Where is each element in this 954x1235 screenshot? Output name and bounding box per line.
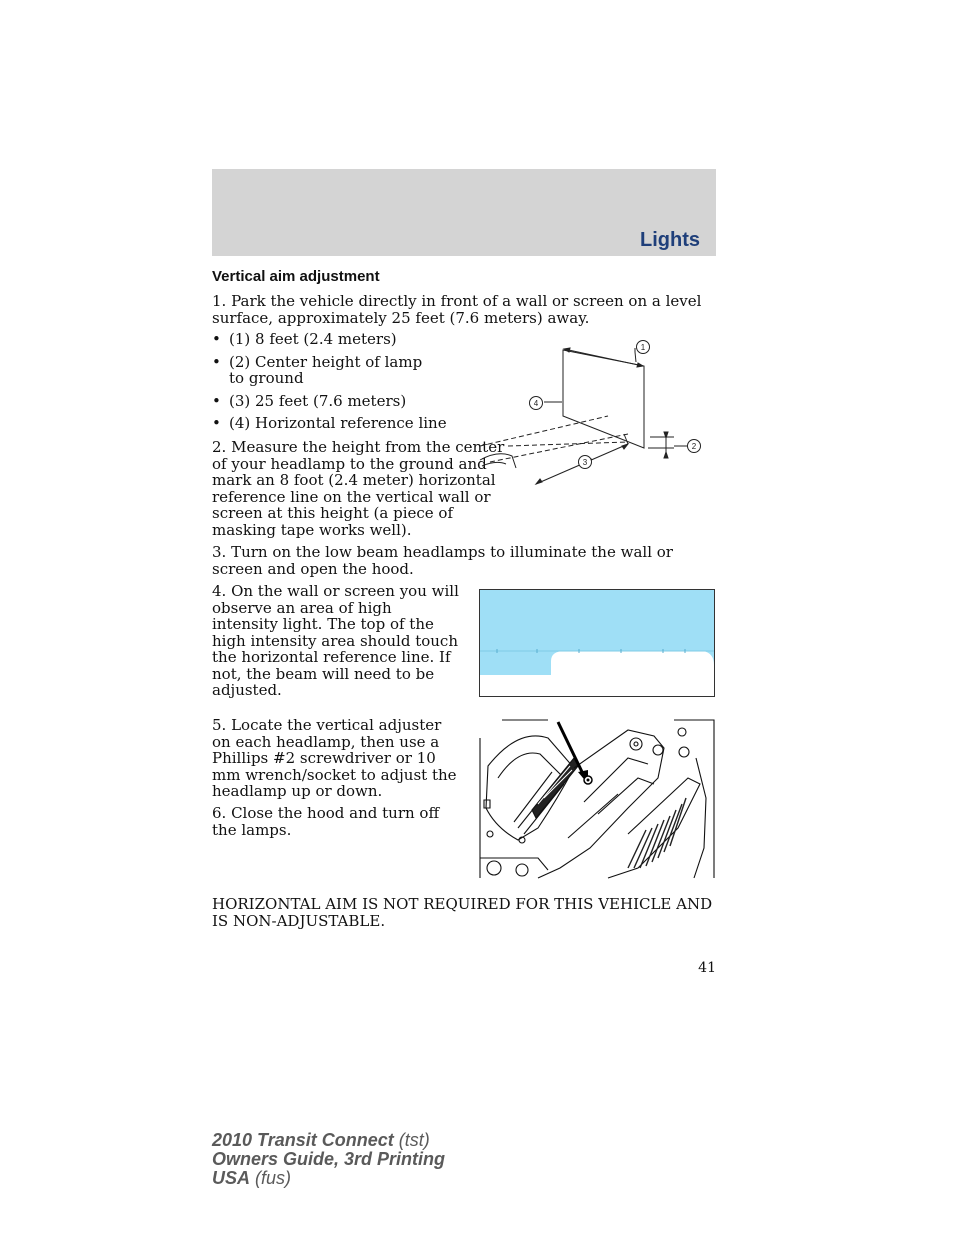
footer-line-2: Owners Guide, 3rd Printing [212,1149,446,1169]
high-intensity-area [480,590,714,651]
section-heading: Vertical aim adjustment [212,268,380,285]
aiming-diagram [478,338,716,490]
callout-3: 3 [582,458,588,467]
legend-item: • (4) Horizontal reference line [212,415,472,432]
header-band [212,169,716,256]
page-number: 41 [698,960,716,976]
document-footer [212,1131,445,1188]
footer-line-3: USA (fus) [212,1168,292,1188]
step-4-text: 4. On the wall or screen you will observe an area of high intensity light. The top of the high intensity area should touch the horizontal reference line. If not, the beam will need to be adjusted. [212,582,459,699]
horizontal-aim-note: HORIZONTAL AIM IS NOT REQUIRED FOR THIS VEHICLE AND IS NON-ADJUSTABLE. [212,895,713,930]
grille-hatching [628,798,686,868]
headlamp-adjuster-illustration [478,718,716,880]
callout-1: 1 [640,343,646,352]
callout-2: 2 [691,442,697,451]
step-6-text: 6. Close the hood and turn off the lamps. [212,804,440,839]
beam-line [490,434,628,462]
wall-screen [563,350,644,448]
step-2-text: 2. Measure the height from the center of your headlamp to the ground and mark an 8 foot (2.4 meter) horizontal reference line on the vertical wall or screen at this height (a piece of masking tape works well). [212,438,505,539]
legend-item: • (3) 25 feet (7.6 meters) [212,393,472,410]
footer-line-1: 2010 Transit Connect (tst) [212,1130,430,1150]
step-5-text: 5. Locate the vertical adjuster on each headlamp, then use a Phillips #2 screwdriver or 10 mm wrench/socket to adjust the headlamp up or down. [212,716,457,800]
legend-item: • (2) Center height of lamp to ground [212,354,472,387]
step-1-text: 1. Park the vehicle directly in front of a wall or screen on a level surface, approximately 25 feet (7.6 meters) away. [212,292,702,327]
step-3-text: 3. Turn on the low beam headlamps to illuminate the wall or screen and open the hood. [212,543,673,578]
legend-item: • (1) 8 feet (2.4 meters) [212,331,472,348]
legend-list [212,331,472,438]
callout-4: 4 [533,399,539,408]
beam-pattern-illustration [479,589,716,699]
page-title: Lights [640,229,700,251]
